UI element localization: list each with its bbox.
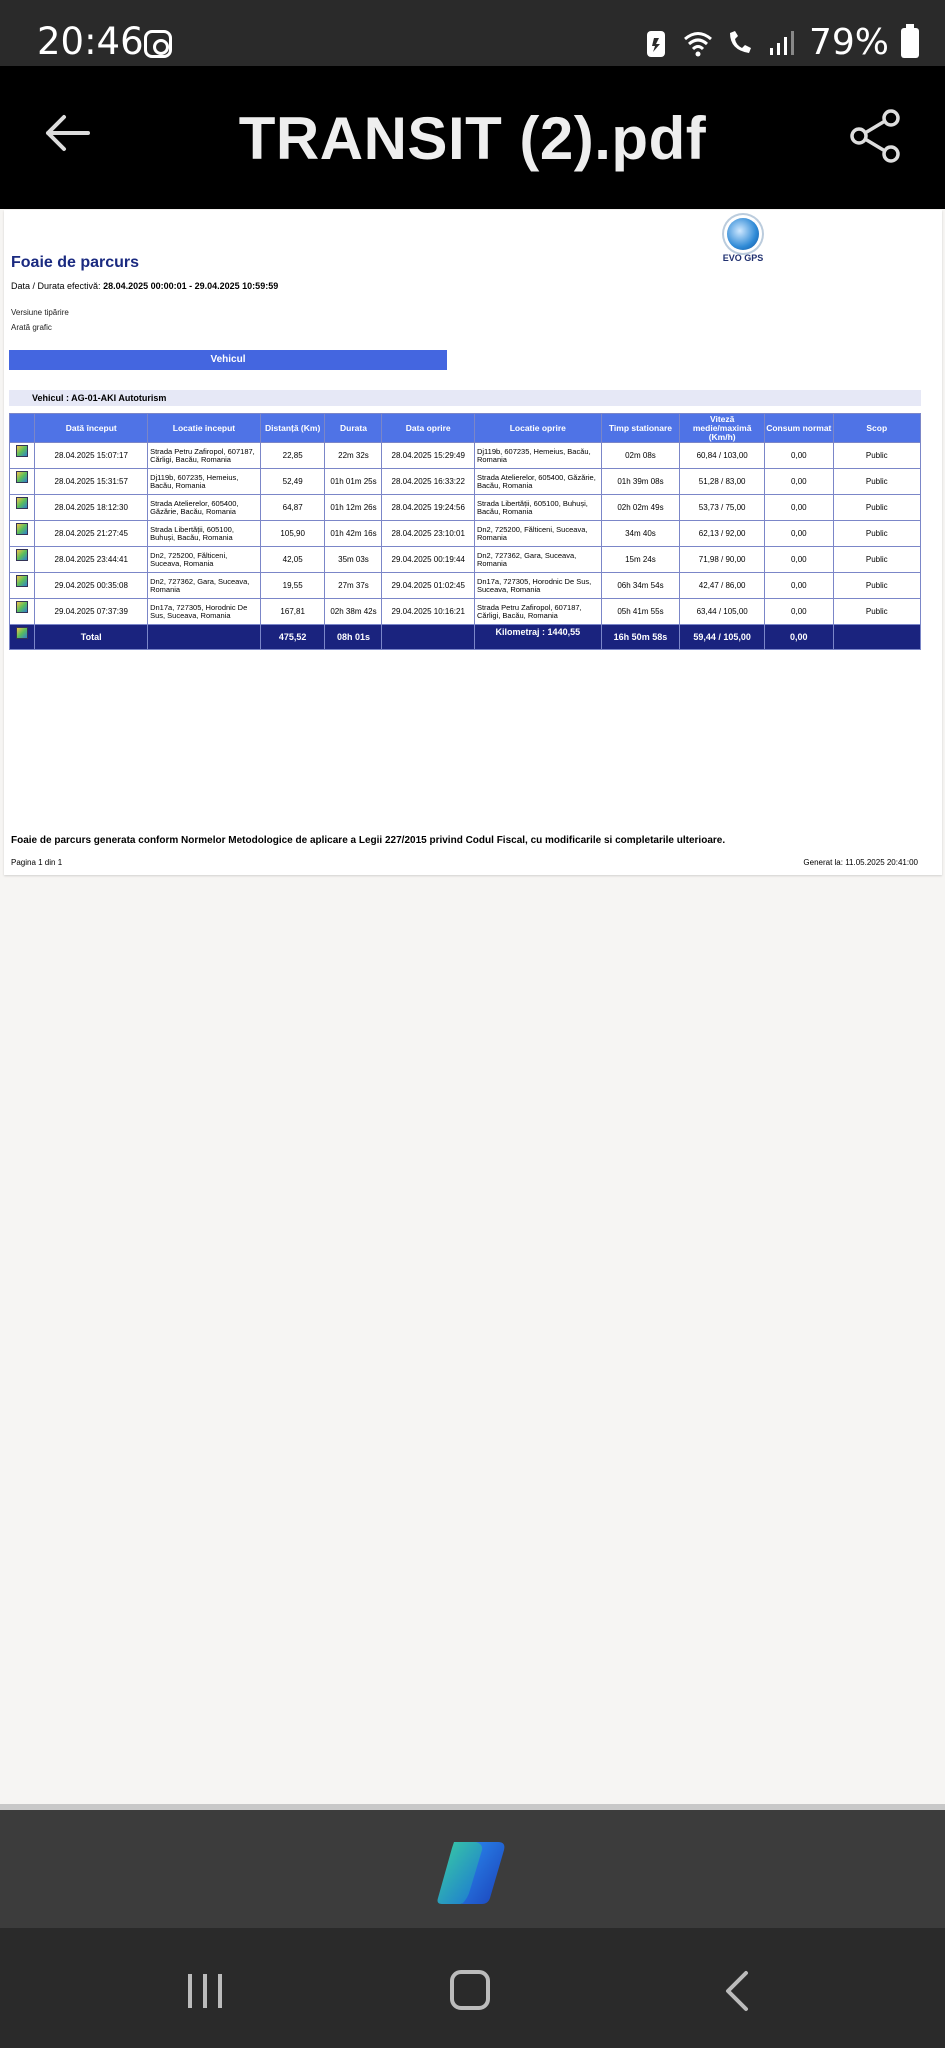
period-value: 28.04.2025 00:00:01 - 29.04.2025 10:59:59	[103, 281, 279, 291]
cell-dist: 167,81	[260, 599, 325, 625]
cell-dur: 01h 42m 16s	[325, 521, 382, 547]
cell-stop: 29.04.2025 10:16:21	[382, 599, 474, 625]
cell-start: 28.04.2025 15:07:17	[35, 443, 148, 469]
total-empty	[382, 625, 474, 650]
cell-stop-loc: Strada Atelierelor, 605400, Găzărie, Bacău, Romania	[474, 469, 601, 495]
cell-start-loc: Strada Petru Zafiropol, 607187, Cărligi, Bacău, Romania	[148, 443, 261, 469]
cell-stop-loc: Dn2, 727362, Gara, Suceava, Romania	[474, 547, 601, 573]
total-idle: 16h 50m 58s	[601, 625, 680, 650]
back-icon[interactable]	[722, 1970, 750, 2012]
cell-idle: 02h 02m 49s	[601, 495, 680, 521]
map-route-icon[interactable]	[16, 445, 28, 457]
status-bar	[0, 0, 945, 66]
cell-idle: 34m 40s	[601, 521, 680, 547]
cell-start: 28.04.2025 18:12:30	[35, 495, 148, 521]
cell-stop-loc: Strada Petru Zafiropol, 607187, Cărligi, Bacău, Romania	[474, 599, 601, 625]
row-icon-cell[interactable]	[10, 599, 35, 625]
total-consumption: 0,00	[765, 625, 833, 650]
cell-stop: 28.04.2025 15:29:49	[382, 443, 474, 469]
cell-speed: 62,13 / 92,00	[680, 521, 765, 547]
cell-scope: Public	[833, 443, 920, 469]
cell-start-loc: Dn17a, 727305, Horodnic De Sus, Suceava, Romania	[148, 599, 261, 625]
map-route-icon[interactable]	[16, 549, 28, 561]
battery-percent: 79%	[808, 22, 889, 63]
app-bar	[0, 66, 945, 209]
map-route-icon[interactable]	[16, 575, 28, 587]
cell-stop-loc: Dn17a, 727305, Horodnic De Sus, Suceava, Romania	[474, 573, 601, 599]
battery-saver-icon	[641, 28, 671, 58]
cell-idle: 02m 08s	[601, 443, 680, 469]
show-chart-link[interactable]: Arată grafic	[11, 323, 52, 332]
cell-scope: Public	[833, 547, 920, 573]
cell-start-loc: Strada Libertății, 605100, Buhuși, Bacău, Romania	[148, 521, 261, 547]
row-icon-cell[interactable]	[10, 469, 35, 495]
cell-idle: 06h 34m 54s	[601, 573, 680, 599]
cell-dur: 35m 03s	[325, 547, 382, 573]
table-row	[10, 469, 921, 495]
cell-stop-loc: Dn2, 725200, Fălticeni, Suceava, Romania	[474, 521, 601, 547]
battery-icon	[901, 28, 919, 58]
cell-speed: 42,47 / 86,00	[680, 573, 765, 599]
cell-start: 29.04.2025 00:35:08	[35, 573, 148, 599]
column-header: Locatie oprire	[474, 414, 601, 443]
column-header: Data oprire	[382, 414, 474, 443]
page-info: Pagina 1 din 1	[11, 858, 63, 867]
cell-idle: 15m 24s	[601, 547, 680, 573]
cell-start: 28.04.2025 15:31:57	[35, 469, 148, 495]
status-icons	[641, 22, 919, 63]
cell-dist: 52,49	[260, 469, 325, 495]
column-header: Locatie inceput	[148, 414, 261, 443]
generated-at: Generat la: 11.05.2025 20:41:00	[803, 858, 918, 867]
cell-scope: Public	[833, 599, 920, 625]
cell-cons: 0,00	[765, 495, 833, 521]
cell-speed: 71,98 / 90,00	[680, 547, 765, 573]
table-row	[10, 573, 921, 599]
cell-start: 29.04.2025 07:37:39	[35, 599, 148, 625]
row-icon-cell[interactable]	[10, 547, 35, 573]
cell-stop-loc: Dj119b, 607235, Hemeius, Bacău, Romania	[474, 443, 601, 469]
share-icon[interactable]	[847, 108, 903, 164]
cell-scope: Public	[833, 521, 920, 547]
total-distance: 475,52	[260, 625, 325, 650]
cell-dur: 01h 12m 26s	[325, 495, 382, 521]
cell-dur: 01h 01m 25s	[325, 469, 382, 495]
version-text[interactable]: Versiune tipărire	[11, 308, 69, 317]
table-row	[10, 495, 921, 521]
cell-start-loc: Dn2, 727362, Gara, Suceava, Romania	[148, 573, 261, 599]
page-heading: Foaie de parcurs	[11, 254, 140, 271]
cell-scope: Public	[833, 495, 920, 521]
cell-cons: 0,00	[765, 443, 833, 469]
cell-scope: Public	[833, 469, 920, 495]
total-odometer: Kilometraj : 1440,55	[474, 625, 601, 650]
total-duration: 08h 01s	[325, 625, 382, 650]
home-icon[interactable]	[450, 1970, 490, 2010]
pdf-page[interactable]	[4, 210, 942, 875]
cell-dist: 42,05	[260, 547, 325, 573]
cell-speed: 60,84 / 103,00	[680, 443, 765, 469]
cell-dur: 02h 38m 42s	[325, 599, 382, 625]
cell-speed: 63,44 / 105,00	[680, 599, 765, 625]
copilot-icon[interactable]	[432, 1838, 512, 1908]
table-row	[10, 443, 921, 469]
signal-icon	[767, 28, 797, 58]
column-header: Timp stationare	[601, 414, 680, 443]
period-line: Data / Durata efectivă: 28.04.2025 00:00:01 - 29.04.2025 10:59:59	[11, 281, 279, 291]
cell-stop: 29.04.2025 01:02:45	[382, 573, 474, 599]
row-icon-cell[interactable]	[10, 521, 35, 547]
cell-dist: 22,85	[260, 443, 325, 469]
cell-stop: 28.04.2025 19:24:56	[382, 495, 474, 521]
cell-cons: 0,00	[765, 547, 833, 573]
table-body	[10, 443, 921, 650]
cell-cons: 0,00	[765, 573, 833, 599]
row-icon-cell[interactable]	[10, 443, 35, 469]
cell-stop: 28.04.2025 16:33:22	[382, 469, 474, 495]
wifi-calling-icon	[725, 28, 755, 58]
instagram-icon	[144, 30, 172, 58]
wifi-icon	[683, 28, 713, 58]
map-route-icon[interactable]	[16, 601, 28, 613]
column-header: Distanță (Km)	[260, 414, 325, 443]
column-header: Durata	[325, 414, 382, 443]
cell-stop-loc: Strada Libertății, 605100, Buhuși, Bacău, Romania	[474, 495, 601, 521]
cell-speed: 51,28 / 83,00	[680, 469, 765, 495]
map-route-icon[interactable]	[16, 523, 28, 535]
cell-cons: 0,00	[765, 521, 833, 547]
clock: 20:46	[37, 20, 144, 63]
vehicle-header: Vehicul : AG-01-AKI Autoturism	[9, 390, 921, 406]
table-header-row	[10, 414, 921, 443]
column-header: Dată început	[35, 414, 148, 443]
document-title: TRANSIT (2).pdf	[238, 105, 707, 172]
cell-dur: 22m 32s	[325, 443, 382, 469]
total-icon-cell	[10, 625, 35, 650]
cell-scope: Public	[833, 573, 920, 599]
cell-dist: 19,55	[260, 573, 325, 599]
cell-start: 28.04.2025 23:44:41	[35, 547, 148, 573]
icon-column-header	[10, 414, 35, 443]
trips-table	[9, 413, 921, 650]
cell-dur: 27m 37s	[325, 573, 382, 599]
total-empty	[833, 625, 920, 650]
table-row	[10, 547, 921, 573]
total-empty	[148, 625, 261, 650]
total-row	[10, 625, 921, 650]
map-route-icon[interactable]	[16, 627, 28, 639]
cell-start-loc: Dn2, 725200, Fălticeni, Suceava, Romania	[148, 547, 261, 573]
total-speed: 59,44 / 105,00	[680, 625, 765, 650]
cell-stop: 28.04.2025 23:10:01	[382, 521, 474, 547]
cell-stop: 29.04.2025 00:19:44	[382, 547, 474, 573]
cell-cons: 0,00	[765, 469, 833, 495]
column-header: Consum normat	[765, 414, 833, 443]
row-icon-cell[interactable]	[10, 495, 35, 521]
cell-start-loc: Strada Atelierelor, 605400, Găzărie, Bacău, Romania	[148, 495, 261, 521]
footnote: Foaie de parcurs generata conform Normelor Metodologice de aplicare a Legii 227/2015 privind Codul Fiscal, cu modificarile si completarile ulterioare.	[11, 835, 726, 846]
globe-icon	[727, 218, 759, 250]
evo-gps-logo: EVO GPS	[706, 218, 780, 268]
cell-idle: 01h 39m 08s	[601, 469, 680, 495]
map-route-icon[interactable]	[16, 497, 28, 509]
table-row	[10, 521, 921, 547]
map-route-icon[interactable]	[16, 471, 28, 483]
table-row	[10, 599, 921, 625]
cell-start-loc: Dj119b, 607235, Hemeius, Bacău, Romania	[148, 469, 261, 495]
cell-dist: 64,87	[260, 495, 325, 521]
vehicle-section-bar: Vehicul	[9, 350, 447, 370]
column-header: Scop	[833, 414, 920, 443]
cell-dist: 105,90	[260, 521, 325, 547]
cell-idle: 05h 41m 55s	[601, 599, 680, 625]
cell-speed: 53,73 / 75,00	[680, 495, 765, 521]
total-label: Total	[35, 625, 148, 650]
recent-apps-icon[interactable]	[186, 1972, 224, 2010]
column-header: Viteză medie/maximă (Km/h)	[680, 414, 765, 443]
cell-cons: 0,00	[765, 599, 833, 625]
row-icon-cell[interactable]	[10, 573, 35, 599]
cell-start: 28.04.2025 21:27:45	[35, 521, 148, 547]
